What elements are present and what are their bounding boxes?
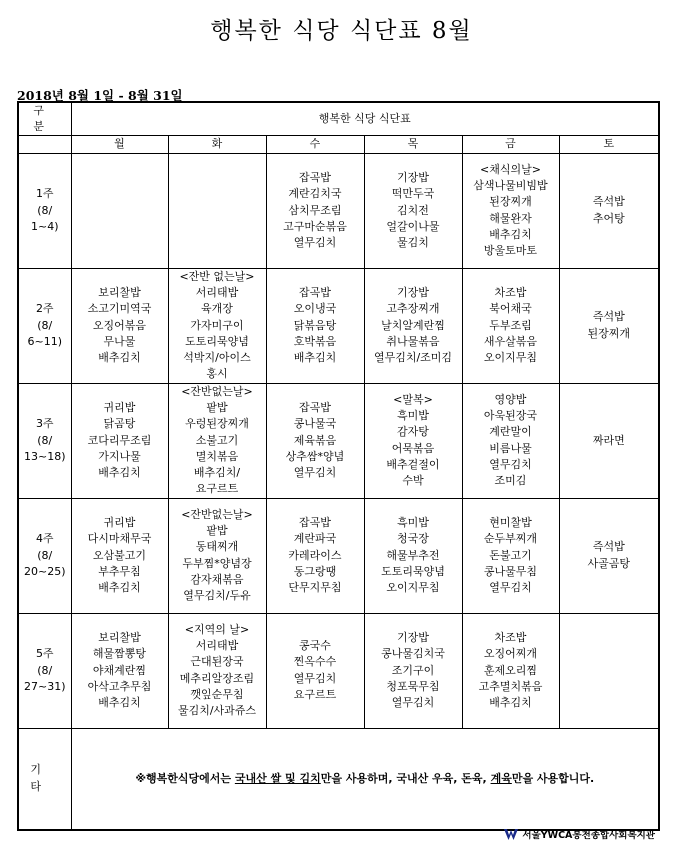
menu-item: 열무김치/두유 xyxy=(183,589,251,603)
menu-cell xyxy=(71,268,168,383)
note-prefix: ※행복한식당에서는 xyxy=(135,771,235,785)
menu-item: 배추김치 xyxy=(98,465,141,479)
menu-item: 날치알계란찜 xyxy=(381,318,445,332)
ywca-logo-icon xyxy=(504,829,518,840)
menu-item: 상추쌈*양념 xyxy=(285,449,345,463)
menu-item: 콩국수 xyxy=(299,639,331,653)
menu-item: 떡만두국 xyxy=(391,187,435,201)
menu-item: 오삼불고기 xyxy=(92,548,147,562)
menu-item: 제육볶음 xyxy=(293,433,337,447)
menu-item: 추어탕 xyxy=(592,211,625,225)
menu-item: 취나물볶음 xyxy=(386,334,440,348)
menu-item: <말복> xyxy=(393,393,433,406)
menu-cell xyxy=(559,268,659,383)
menu-item: 흑미밥 xyxy=(397,516,429,530)
menu-item: 가지나물 xyxy=(98,449,141,463)
menu-item: <채식의날> xyxy=(480,163,541,176)
menu-item: 차조밥 xyxy=(494,286,527,300)
menu-cell xyxy=(462,383,559,498)
menu-item: 팥밥 xyxy=(206,401,228,415)
menu-item: 무나물 xyxy=(103,334,136,348)
menu-item: 된장찌개 xyxy=(489,195,532,209)
weekday-wed: 수 xyxy=(266,136,364,153)
menu-item: 카레라이스 xyxy=(288,548,342,562)
week-label xyxy=(18,613,71,728)
week-label-line: 4주 xyxy=(35,532,54,546)
week-label-line: 20~25) xyxy=(23,564,66,578)
menu-item: 요구르트 xyxy=(293,687,337,701)
menu-item: 배추김치/ xyxy=(193,465,241,479)
menu-item: 닭곰탕 xyxy=(103,417,136,431)
menu-item: 배추겉절이 xyxy=(386,457,440,471)
menu-item: 석박지/아이스 xyxy=(183,350,251,364)
week-label-line: (8/ xyxy=(37,663,53,677)
menu-item: 두부조림 xyxy=(489,318,532,332)
misc-label: 기 타 xyxy=(18,728,71,830)
note-underline-rice-kimchi: 국내산 쌀 및 김치 xyxy=(234,771,321,785)
menu-item: <지역의 날> xyxy=(184,623,250,636)
note-middle: 만을 사용하며, 국내산 우육, 돈육, xyxy=(320,771,491,785)
menu-item: 즉석밥 xyxy=(592,540,625,554)
page-title: 행복한 식당 식단표 8월 xyxy=(210,18,473,44)
menu-item: 아삭고추무침 xyxy=(87,679,152,693)
week-row xyxy=(18,383,659,498)
menu-item: 고구마순볶음 xyxy=(283,219,347,233)
menu-cell xyxy=(168,268,266,383)
menu-item: 동태찌개 xyxy=(195,540,239,554)
menu-item: 홍시 xyxy=(206,367,228,381)
weekday-blank xyxy=(18,136,71,153)
week-label-line: (8/ xyxy=(37,318,53,332)
menu-item: 배추김치 xyxy=(98,695,141,709)
misc-note xyxy=(71,728,659,830)
menu-item: 도토리묵양념 xyxy=(185,334,249,348)
menu-item: 오징어볶음 xyxy=(92,318,147,332)
table-header-row xyxy=(18,102,659,136)
menu-item: 해물짬뽕탕 xyxy=(92,647,147,661)
menu-item: 열무김치 xyxy=(293,235,337,249)
menu-item: 배추김치 xyxy=(98,350,141,364)
week-label xyxy=(18,268,71,383)
menu-item: 귀리밥 xyxy=(103,401,136,415)
menu-cell xyxy=(71,613,168,728)
weekday-header-row xyxy=(18,136,659,153)
menu-item: 물김치/사과쥬스 xyxy=(177,704,257,718)
menu-cell xyxy=(266,268,364,383)
menu-cell xyxy=(71,153,168,268)
menu-cell xyxy=(559,498,659,613)
menu-item: 계란김치국 xyxy=(288,187,342,201)
week-label-line: 2주 xyxy=(35,302,54,316)
menu-cell xyxy=(462,613,559,728)
menu-item: 배추김치 xyxy=(489,227,532,241)
menu-item: 해물완자 xyxy=(489,211,532,225)
menu-item: 부추무침 xyxy=(98,564,141,578)
menu-item: 멸치볶음 xyxy=(195,449,239,463)
menu-period: 2018년 8월 1일 - 8월 31일 xyxy=(17,88,183,103)
menu-item: 소고기미역국 xyxy=(87,302,152,316)
menu-cell xyxy=(364,383,462,498)
menu-item: 현미찰밥 xyxy=(489,516,532,530)
menu-item: 배추김치 xyxy=(98,580,141,594)
menu-item: 고추멸치볶음 xyxy=(478,679,543,693)
menu-item: 된장찌개 xyxy=(587,326,631,340)
menu-item: 잡곡밥 xyxy=(299,401,331,415)
menu-cell xyxy=(462,268,559,383)
footer xyxy=(504,827,655,841)
menu-item: 메추리알장조림 xyxy=(179,671,255,685)
menu-item: 해물부추전 xyxy=(386,548,440,562)
menu-item: 콩나물무침 xyxy=(483,564,538,578)
menu-item: 다시마채무국 xyxy=(87,532,152,546)
menu-table xyxy=(17,101,660,831)
menu-item: 아욱된장국 xyxy=(483,409,538,423)
menu-cell xyxy=(364,498,462,613)
menu-item: 우렁된장찌개 xyxy=(185,417,249,431)
menu-cell xyxy=(559,613,659,728)
week-row xyxy=(18,498,659,613)
menu-item: 열무김치 xyxy=(391,695,435,709)
menu-item: 열무김치 xyxy=(293,671,337,685)
week-label-line: 3주 xyxy=(35,417,54,431)
week-label-line: 27~31) xyxy=(23,679,66,693)
week-label xyxy=(18,153,71,268)
menu-cell xyxy=(462,153,559,268)
menu-cell xyxy=(462,498,559,613)
weekday-mon: 월 xyxy=(71,136,168,153)
menu-item: 귀리밥 xyxy=(103,516,136,530)
menu-item: 삼치무조림 xyxy=(288,203,342,217)
menu-item: 소불고기 xyxy=(195,433,239,447)
menu-item: 육개장 xyxy=(201,302,233,316)
menu-item: 보리찰밥 xyxy=(98,286,141,300)
menu-item: 깻잎순무침 xyxy=(190,687,244,701)
week-row xyxy=(18,153,659,268)
menu-item: 순두부찌개 xyxy=(483,532,538,546)
menu-item: 영양밥 xyxy=(494,393,527,406)
menu-item: 요구르트 xyxy=(195,482,239,496)
table-title: 행복한 식당 식단표 xyxy=(71,102,659,136)
menu-item: 배추김치 xyxy=(489,695,532,709)
menu-item: 오이지무침 xyxy=(386,580,440,594)
menu-item: 김치전 xyxy=(397,203,429,217)
menu-item: 가자미구이 xyxy=(190,318,244,332)
menu-item: 새우살볶음 xyxy=(483,334,538,348)
menu-item: 도토리묵양념 xyxy=(381,564,445,578)
menu-item: 오이냉국 xyxy=(293,302,337,316)
menu-cell xyxy=(71,498,168,613)
menu-cell xyxy=(266,383,364,498)
menu-item: 잡곡밥 xyxy=(299,516,331,530)
week-label-line: 5주 xyxy=(35,647,54,661)
menu-item: 근대된장국 xyxy=(190,655,244,669)
week-label xyxy=(18,498,71,613)
menu-item: 야채계란찜 xyxy=(92,663,147,677)
menu-cell xyxy=(266,153,364,268)
menu-item: 즉석밥 xyxy=(592,310,625,324)
menu-item: 얼갈이나물 xyxy=(386,219,440,233)
menu-item: 돈불고기 xyxy=(489,548,532,562)
menu-item: 호박볶음 xyxy=(293,334,337,348)
menu-cell xyxy=(168,613,266,728)
menu-item: 차조밥 xyxy=(494,631,527,645)
weekday-sat: 토 xyxy=(559,136,659,153)
menu-item: <잔반없는날> xyxy=(181,508,253,521)
week-row xyxy=(18,268,659,383)
menu-cell xyxy=(364,268,462,383)
menu-cell xyxy=(266,498,364,613)
menu-item: 잡곡밥 xyxy=(299,171,331,185)
misc-row xyxy=(18,728,659,830)
menu-item: 짜라면 xyxy=(592,433,625,447)
menu-item: 어묵볶음 xyxy=(391,441,435,455)
menu-item: 배추김치 xyxy=(293,350,337,364)
menu-item: 물김치 xyxy=(397,235,429,249)
menu-item: 열무김치/조미김 xyxy=(373,350,453,364)
menu-item: 닭볶음탕 xyxy=(293,318,337,332)
weekday-tue: 화 xyxy=(168,136,266,153)
menu-item: 청국장 xyxy=(397,532,429,546)
menu-cell xyxy=(168,153,266,268)
menu-item: 콩나물김치국 xyxy=(381,647,445,661)
menu-cell xyxy=(364,153,462,268)
week-label-line: 6~11) xyxy=(27,334,62,348)
menu-item: 청포묵무침 xyxy=(386,679,440,693)
week-label-line: 13~18) xyxy=(23,449,66,463)
menu-item: 오이지무침 xyxy=(483,350,538,364)
menu-item: 훈제오리찜 xyxy=(483,663,538,677)
menu-cell xyxy=(168,383,266,498)
note-suffix: 만을 사용합니다. xyxy=(511,771,595,785)
menu-item: 기장밥 xyxy=(397,286,429,300)
week-label-line: 1~4) xyxy=(30,219,59,233)
menu-cell xyxy=(559,383,659,498)
menu-item: 흑미밥 xyxy=(397,409,429,423)
week-label-line: 1주 xyxy=(35,187,54,201)
menu-item: 단무지무침 xyxy=(288,580,342,594)
footer-org: 서울YWCA봉천종합사회복지관 xyxy=(522,830,655,841)
menu-cell xyxy=(266,613,364,728)
menu-item: 즉석밥 xyxy=(592,195,625,209)
week-label-line: (8/ xyxy=(37,548,53,562)
menu-item: 계란말이 xyxy=(489,425,532,439)
menu-cell xyxy=(559,153,659,268)
week-label xyxy=(18,383,71,498)
menu-item: 열무김치 xyxy=(293,465,337,479)
menu-item: <잔반 없는날> xyxy=(179,269,255,283)
menu-item: 방울토마토 xyxy=(483,244,538,258)
menu-item: 계란파국 xyxy=(293,532,337,546)
menu-cell xyxy=(364,613,462,728)
menu-item: 보리찰밥 xyxy=(98,631,141,645)
menu-item: 조미김 xyxy=(494,474,527,488)
menu-item: 열무김치 xyxy=(489,457,532,471)
menu-item: 서리태밥 xyxy=(195,286,239,300)
weekday-thu: 목 xyxy=(364,136,462,153)
menu-item: 콩나물국 xyxy=(293,417,337,431)
menu-item: 수박 xyxy=(402,474,424,488)
week-label-line: (8/ xyxy=(37,433,53,447)
week-label-line: (8/ xyxy=(37,203,53,217)
menu-item: 코다리무조림 xyxy=(87,433,152,447)
menu-item: 삼색나물비빔밥 xyxy=(473,179,548,193)
menu-item: 잡곡밥 xyxy=(299,286,331,300)
menu-item: 비름나물 xyxy=(489,441,532,455)
menu-item: 기장밥 xyxy=(397,171,429,185)
menu-item: 고추장찌개 xyxy=(386,302,440,316)
menu-item: 열무김치 xyxy=(489,580,532,594)
menu-item: 감자채볶음 xyxy=(190,572,244,586)
menu-item: 사골곰탕 xyxy=(587,556,631,570)
menu-item: 오징어찌개 xyxy=(483,647,538,661)
menu-item: 서리태밥 xyxy=(195,639,239,653)
menu-item: 동그랑땡 xyxy=(293,564,337,578)
weeks-body xyxy=(18,153,659,728)
note-underline-chicken: 계육 xyxy=(490,771,512,785)
menu-item: 북어채국 xyxy=(489,302,532,316)
menu-item: 조기구이 xyxy=(391,663,435,677)
menu-item: 기장밥 xyxy=(397,631,429,645)
menu-item: 감자탕 xyxy=(397,425,429,439)
menu-cell xyxy=(168,498,266,613)
week-row xyxy=(18,613,659,728)
menu-item: 팥밥 xyxy=(206,524,228,538)
gubun-header: 구 분 xyxy=(18,102,71,136)
weekday-fri: 금 xyxy=(462,136,559,153)
menu-cell xyxy=(71,383,168,498)
menu-item: 두부찜*양념장 xyxy=(182,556,252,570)
menu-item: <잔반없는날> xyxy=(181,384,253,398)
menu-item: 찐옥수수 xyxy=(293,655,337,669)
